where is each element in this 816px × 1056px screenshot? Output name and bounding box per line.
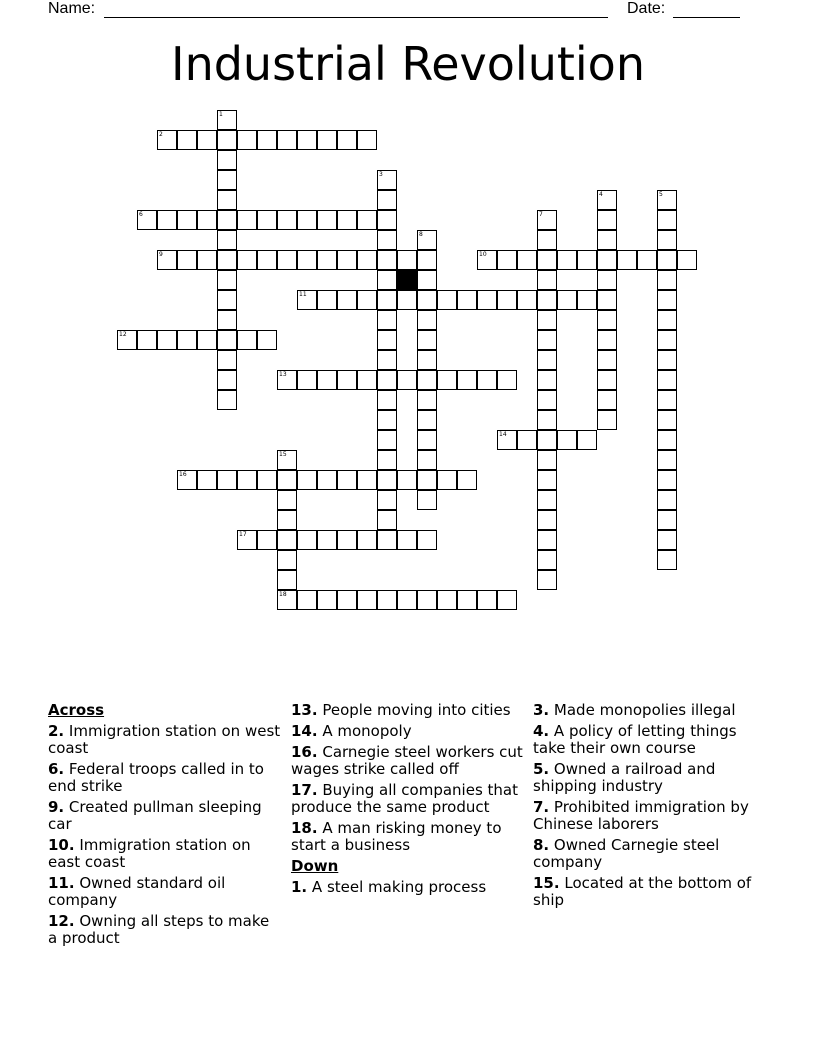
- grid-cell[interactable]: [397, 370, 417, 390]
- grid-cell[interactable]: [477, 250, 497, 270]
- clue-text: Owned Carnegie steel company: [533, 836, 720, 871]
- clue-text: Carnegie steel workers cut wages strike called off: [291, 743, 523, 778]
- grid-cell[interactable]: [537, 530, 557, 550]
- clue-text: A policy of letting things take their own course: [533, 722, 737, 757]
- grid-cell[interactable]: [417, 270, 437, 290]
- grid-cell[interactable]: [517, 290, 537, 310]
- grid-cell[interactable]: [597, 250, 617, 270]
- grid-cell[interactable]: [277, 590, 297, 610]
- clue-text: Immigration station on west coast: [48, 722, 281, 757]
- grid-cell[interactable]: [217, 190, 237, 210]
- grid-cell[interactable]: [317, 250, 337, 270]
- grid-cell[interactable]: [217, 390, 237, 410]
- grid-cell[interactable]: [657, 410, 677, 430]
- grid-cell[interactable]: [217, 110, 237, 130]
- clue-item: [291, 820, 526, 854]
- clue-column-3: [533, 702, 768, 913]
- grid-cell[interactable]: [537, 290, 557, 310]
- grid-cell[interactable]: [497, 250, 517, 270]
- clue-number: 5: [659, 191, 663, 198]
- grid-cell[interactable]: [417, 530, 437, 550]
- down-heading: Down: [291, 857, 339, 875]
- clue-number: 4: [599, 191, 603, 198]
- grid-cell[interactable]: [397, 290, 417, 310]
- grid-cell[interactable]: [197, 250, 217, 270]
- grid-cell[interactable]: [377, 450, 397, 470]
- grid-cell[interactable]: [277, 490, 297, 510]
- grid-cell[interactable]: [537, 570, 557, 590]
- grid-cell[interactable]: [597, 190, 617, 210]
- grid-cell[interactable]: [417, 430, 437, 450]
- grid-cell[interactable]: [377, 170, 397, 190]
- grid-cell[interactable]: [377, 330, 397, 350]
- clue-text: A man risking money to start a business: [291, 819, 502, 854]
- grid-cell[interactable]: [217, 270, 237, 290]
- grid-cell[interactable]: [377, 190, 397, 210]
- grid-cell[interactable]: [497, 430, 517, 450]
- grid-cell[interactable]: [317, 210, 337, 230]
- grid-cell[interactable]: [397, 530, 417, 550]
- grid-cell[interactable]: [157, 130, 177, 150]
- grid-cell[interactable]: [597, 370, 617, 390]
- clue-item: [48, 761, 283, 795]
- grid-cell[interactable]: [537, 350, 557, 370]
- clue-text: Made monopolies illegal: [553, 701, 736, 719]
- clue-item: [48, 875, 283, 909]
- grid-cell[interactable]: [237, 130, 257, 150]
- grid-cell[interactable]: [277, 510, 297, 530]
- grid-cell[interactable]: [237, 470, 257, 490]
- grid-cell[interactable]: [657, 510, 677, 530]
- grid-cell[interactable]: [137, 330, 157, 350]
- grid-cell[interactable]: [597, 270, 617, 290]
- grid-cell[interactable]: [397, 250, 417, 270]
- clue-number: 12: [119, 331, 127, 338]
- grid-cell[interactable]: [177, 250, 197, 270]
- grid-cell[interactable]: [597, 210, 617, 230]
- grid-cell[interactable]: [357, 370, 377, 390]
- grid-cell[interactable]: [277, 130, 297, 150]
- grid-cell[interactable]: [297, 130, 317, 150]
- grid-cell[interactable]: [377, 210, 397, 230]
- grid-cell[interactable]: [257, 130, 277, 150]
- name-label: Name:: [48, 0, 96, 17]
- grid-cell[interactable]: [477, 290, 497, 310]
- grid-cell[interactable]: [537, 390, 557, 410]
- clue-number-label: 14.: [291, 722, 318, 740]
- grid-cell[interactable]: [657, 370, 677, 390]
- grid-cell[interactable]: [657, 290, 677, 310]
- grid-cell[interactable]: [657, 530, 677, 550]
- grid-cell[interactable]: [177, 470, 197, 490]
- grid-cell[interactable]: [357, 130, 377, 150]
- grid-cell[interactable]: [657, 490, 677, 510]
- grid-cell[interactable]: [217, 150, 237, 170]
- grid-cell[interactable]: [657, 450, 677, 470]
- grid-cell[interactable]: [337, 530, 357, 550]
- grid-cell[interactable]: [177, 330, 197, 350]
- grid-cell[interactable]: [337, 370, 357, 390]
- clue-number: 7: [539, 211, 543, 218]
- grid-cell[interactable]: [417, 350, 437, 370]
- grid-cell[interactable]: [277, 250, 297, 270]
- grid-cell[interactable]: [537, 470, 557, 490]
- grid-cell[interactable]: [237, 210, 257, 230]
- grid-cell[interactable]: [217, 230, 237, 250]
- clue-item: [291, 702, 526, 719]
- clue-item: [48, 913, 283, 947]
- grid-cell[interactable]: [597, 330, 617, 350]
- grid-cell[interactable]: [417, 230, 437, 250]
- grid-cell[interactable]: [657, 550, 677, 570]
- grid-cell[interactable]: [417, 250, 437, 270]
- grid-cell[interactable]: [397, 590, 417, 610]
- grid-cell[interactable]: [377, 370, 397, 390]
- grid-cell[interactable]: [217, 330, 237, 350]
- grid-cell[interactable]: [417, 310, 437, 330]
- grid-cell[interactable]: [657, 430, 677, 450]
- clue-number: 2: [159, 131, 163, 138]
- grid-cell[interactable]: [497, 290, 517, 310]
- grid-cell[interactable]: [597, 230, 617, 250]
- grid-cell[interactable]: [337, 590, 357, 610]
- grid-cell[interactable]: [417, 410, 437, 430]
- grid-cell[interactable]: [217, 370, 237, 390]
- clue-item: [291, 744, 526, 778]
- grid-cell[interactable]: [377, 530, 397, 550]
- grid-cell[interactable]: [257, 330, 277, 350]
- grid-cell[interactable]: [137, 210, 157, 230]
- clue-number-label: 2.: [48, 722, 65, 740]
- grid-cell[interactable]: [297, 370, 317, 390]
- grid-cell[interactable]: [577, 290, 597, 310]
- grid-cell[interactable]: [357, 530, 377, 550]
- grid-cell[interactable]: [557, 250, 577, 270]
- clue-item: [533, 875, 768, 909]
- clue-item: [48, 837, 283, 871]
- clue-number-label: 4.: [533, 722, 550, 740]
- grid-cell[interactable]: [197, 210, 217, 230]
- clue-item: [291, 782, 526, 816]
- grid-cell[interactable]: [297, 530, 317, 550]
- date-label: Date:: [627, 0, 666, 17]
- grid-cell[interactable]: [257, 470, 277, 490]
- clue-number-label: 5.: [533, 760, 550, 778]
- grid-cell[interactable]: [657, 230, 677, 250]
- clue-number-label: 10.: [48, 836, 75, 854]
- grid-cell[interactable]: [357, 290, 377, 310]
- grid-cell[interactable]: [437, 370, 457, 390]
- clue-text: Federal troops called in to end strike: [48, 760, 264, 795]
- clue-text: Buying all companies that produce the same product: [291, 781, 518, 816]
- clue-text: Prohibited immigration by Chinese laborers: [533, 798, 749, 833]
- across-heading: Across: [48, 701, 105, 719]
- clue-number-label: 17.: [291, 781, 318, 799]
- grid-cell[interactable]: [417, 290, 437, 310]
- grid-cell[interactable]: [577, 430, 597, 450]
- grid-cell[interactable]: [117, 330, 137, 350]
- grid-cell[interactable]: [317, 590, 337, 610]
- grid-cell[interactable]: [457, 290, 477, 310]
- clue-number-label: 18.: [291, 819, 318, 837]
- grid-cell[interactable]: [177, 130, 197, 150]
- grid-cell[interactable]: [417, 450, 437, 470]
- grid-cell[interactable]: [377, 510, 397, 530]
- clue-item: [291, 879, 526, 896]
- grid-cell[interactable]: [197, 330, 217, 350]
- grid-cell[interactable]: [277, 570, 297, 590]
- grid-cell[interactable]: [277, 470, 297, 490]
- clue-text: A steel making process: [311, 878, 487, 896]
- grid-cell[interactable]: [277, 370, 297, 390]
- grid-cell[interactable]: [457, 470, 477, 490]
- grid-cell[interactable]: [537, 230, 557, 250]
- grid-cell[interactable]: [417, 330, 437, 350]
- grid-cell[interactable]: [337, 130, 357, 150]
- grid-cell[interactable]: [437, 290, 457, 310]
- grid-cell[interactable]: [657, 270, 677, 290]
- grid-cell[interactable]: [497, 370, 517, 390]
- grid-cell[interactable]: [217, 250, 237, 270]
- grid-cell[interactable]: [537, 270, 557, 290]
- grid-cell[interactable]: [497, 590, 517, 610]
- grid-cell[interactable]: [677, 250, 697, 270]
- grid-cell[interactable]: [337, 290, 357, 310]
- grid-cell[interactable]: [317, 370, 337, 390]
- grid-cell[interactable]: [637, 250, 657, 270]
- grid-cell[interactable]: [417, 590, 437, 610]
- grid-cell[interactable]: [237, 530, 257, 550]
- grid-cell[interactable]: [317, 470, 337, 490]
- clue-number-label: 1.: [291, 878, 308, 896]
- grid-cell[interactable]: [537, 450, 557, 470]
- grid-cell[interactable]: [157, 210, 177, 230]
- clue-column-2: [291, 702, 526, 900]
- clue-number-label: 6.: [48, 760, 65, 778]
- grid-cell[interactable]: [537, 490, 557, 510]
- grid-cell[interactable]: [397, 470, 417, 490]
- header: [0, 0, 816, 22]
- grid-cell[interactable]: [197, 470, 217, 490]
- grid-cell[interactable]: [557, 430, 577, 450]
- grid-cell[interactable]: [357, 590, 377, 610]
- clue-number-label: 3.: [533, 701, 550, 719]
- puzzle-title: Industrial Revolution: [171, 37, 645, 91]
- grid-cell[interactable]: [257, 210, 277, 230]
- clue-item: [533, 761, 768, 795]
- clue-number: 3: [379, 171, 383, 178]
- grid-cell[interactable]: [277, 550, 297, 570]
- grid-cell[interactable]: [377, 270, 397, 290]
- grid-cell[interactable]: [597, 310, 617, 330]
- clue-item: [291, 723, 526, 740]
- grid-cell[interactable]: [377, 430, 397, 450]
- grid-cell[interactable]: [537, 370, 557, 390]
- grid-cell[interactable]: [317, 530, 337, 550]
- grid-cell[interactable]: [257, 250, 277, 270]
- grid-cell[interactable]: [597, 350, 617, 370]
- clue-item: [533, 723, 768, 757]
- grid-cell[interactable]: [377, 490, 397, 510]
- grid-cell[interactable]: [317, 290, 337, 310]
- grid-cell[interactable]: [337, 470, 357, 490]
- clue-number: 16: [179, 471, 187, 478]
- grid-cell[interactable]: [597, 410, 617, 430]
- clue-number: 8: [419, 231, 423, 238]
- grid-cell[interactable]: [417, 470, 437, 490]
- clue-text: Immigration station on east coast: [48, 836, 251, 871]
- grid-cell[interactable]: [557, 290, 577, 310]
- grid-cell[interactable]: [657, 350, 677, 370]
- clue-number-label: 8.: [533, 836, 550, 854]
- clue-number-label: 9.: [48, 798, 65, 816]
- date-input-line[interactable]: [673, 17, 740, 18]
- grid-cell[interactable]: [657, 470, 677, 490]
- grid-cell[interactable]: [457, 370, 477, 390]
- name-input-line[interactable]: [104, 17, 608, 18]
- clue-number: 9: [159, 251, 163, 258]
- grid-cell[interactable]: [277, 210, 297, 230]
- grid-cell[interactable]: [577, 250, 597, 270]
- grid-cell[interactable]: [217, 350, 237, 370]
- clue-number: 17: [239, 531, 247, 538]
- grid-cell[interactable]: [297, 590, 317, 610]
- clue-column-1: [48, 702, 283, 951]
- grid-cell[interactable]: [337, 250, 357, 270]
- grid-cell[interactable]: [257, 530, 277, 550]
- clue-number: 15: [279, 451, 287, 458]
- clue-text: Located at the bottom of ship: [533, 874, 752, 909]
- grid-cell[interactable]: [657, 190, 677, 210]
- grid-cell[interactable]: [337, 210, 357, 230]
- grid-cell[interactable]: [377, 590, 397, 610]
- grid-cell[interactable]: [177, 210, 197, 230]
- grid-cell[interactable]: [657, 210, 677, 230]
- clue-number-label: 7.: [533, 798, 550, 816]
- clue-item: [533, 799, 768, 833]
- clue-text: Created pullman sleeping car: [48, 798, 262, 833]
- clue-number: 18: [279, 591, 287, 598]
- clue-number: 6: [139, 211, 143, 218]
- grid-cell[interactable]: [457, 590, 477, 610]
- grid-cell[interactable]: [157, 250, 177, 270]
- grid-cell[interactable]: [537, 330, 557, 350]
- grid-cell[interactable]: [217, 130, 237, 150]
- clue-text: Owned standard oil company: [48, 874, 226, 909]
- grid-cell[interactable]: [537, 550, 557, 570]
- clue-number-label: 12.: [48, 912, 75, 930]
- clue-number-label: 13.: [291, 701, 318, 719]
- clue-item: [533, 837, 768, 871]
- grid-cell[interactable]: [377, 230, 397, 250]
- clue-number-label: 16.: [291, 743, 318, 761]
- grid-cell[interactable]: [597, 290, 617, 310]
- grid-cell[interactable]: [357, 210, 377, 230]
- clue-number-label: 11.: [48, 874, 75, 892]
- grid-cell[interactable]: [297, 470, 317, 490]
- grid-cell[interactable]: [297, 250, 317, 270]
- clue-item: [48, 799, 283, 833]
- grid-cell[interactable]: [657, 310, 677, 330]
- clue-number: 11: [299, 291, 307, 298]
- grid-cell[interactable]: [517, 250, 537, 270]
- grid-cell[interactable]: [377, 410, 397, 430]
- grid-cell[interactable]: [597, 390, 617, 410]
- clue-text: Owned a railroad and shipping industry: [533, 760, 716, 795]
- clue-number-label: 15.: [533, 874, 560, 892]
- grid-block: [397, 270, 417, 290]
- grid-cell[interactable]: [217, 170, 237, 190]
- grid-cell[interactable]: [277, 450, 297, 470]
- grid-cell[interactable]: [537, 310, 557, 330]
- grid-cell[interactable]: [357, 470, 377, 490]
- grid-cell[interactable]: [237, 250, 257, 270]
- clue-number: 14: [499, 431, 507, 438]
- grid-cell[interactable]: [377, 350, 397, 370]
- grid-cell[interactable]: [217, 210, 237, 230]
- grid-cell[interactable]: [657, 390, 677, 410]
- grid-cell[interactable]: [537, 410, 557, 430]
- clue-number: 10: [479, 251, 487, 258]
- grid-cell[interactable]: [277, 530, 297, 550]
- clue-item: [533, 702, 768, 719]
- grid-cell[interactable]: [537, 210, 557, 230]
- grid-cell[interactable]: [657, 250, 677, 270]
- clue-item: [48, 723, 283, 757]
- grid-cell[interactable]: [437, 470, 457, 490]
- grid-cell[interactable]: [157, 330, 177, 350]
- clue-number: 1: [219, 111, 223, 118]
- grid-cell[interactable]: [217, 290, 237, 310]
- clue-number: 13: [279, 371, 287, 378]
- grid-cell[interactable]: [517, 430, 537, 450]
- grid-cell[interactable]: [297, 210, 317, 230]
- grid-cell[interactable]: [237, 330, 257, 350]
- clue-text: Owning all steps to make a product: [48, 912, 270, 947]
- grid-cell[interactable]: [217, 470, 237, 490]
- grid-cell[interactable]: [657, 330, 677, 350]
- grid-cell[interactable]: [377, 310, 397, 330]
- grid-cell[interactable]: [377, 390, 397, 410]
- grid-cell[interactable]: [297, 290, 317, 310]
- grid-cell[interactable]: [477, 370, 497, 390]
- clue-text: People moving into cities: [322, 701, 511, 719]
- grid-cell[interactable]: [537, 510, 557, 530]
- grid-cell[interactable]: [417, 390, 437, 410]
- grid-cell[interactable]: [197, 130, 217, 150]
- grid-cell[interactable]: [317, 130, 337, 150]
- grid-cell[interactable]: [537, 250, 557, 270]
- grid-cell[interactable]: [617, 250, 637, 270]
- grid-cell[interactable]: [217, 310, 237, 330]
- clue-text: A monopoly: [322, 722, 412, 740]
- grid-cell[interactable]: [377, 470, 397, 490]
- grid-cell[interactable]: [417, 370, 437, 390]
- grid-cell[interactable]: [417, 490, 437, 510]
- grid-cell[interactable]: [357, 250, 377, 270]
- grid-cell[interactable]: [537, 430, 557, 450]
- grid-cell[interactable]: [377, 290, 397, 310]
- grid-cell[interactable]: [437, 590, 457, 610]
- grid-cell[interactable]: [377, 250, 397, 270]
- grid-cell[interactable]: [477, 590, 497, 610]
